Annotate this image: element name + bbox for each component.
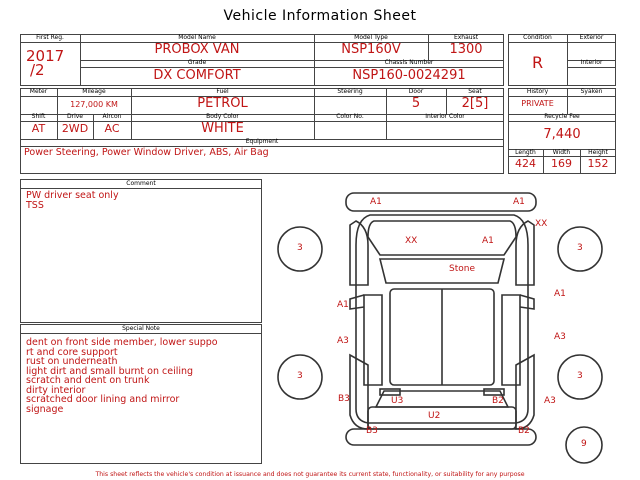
car-diagram bbox=[270, 185, 620, 467]
door-value: 5 bbox=[411, 96, 421, 111]
first-reg-label: First Reg. bbox=[36, 34, 64, 41]
mark-front-corner: XX bbox=[535, 219, 548, 229]
equipment-label: Equipment bbox=[245, 138, 279, 145]
syaken-label: Syaken bbox=[580, 88, 603, 95]
mark-tire-front-left: 3 bbox=[297, 243, 303, 253]
first-reg-year: 2017 bbox=[26, 47, 65, 65]
mark-door-left: A3 bbox=[337, 336, 349, 346]
length-value: 424 bbox=[515, 157, 536, 170]
door-label: Door bbox=[408, 88, 424, 95]
history-value: PRIVATE bbox=[521, 99, 554, 108]
comment-label: Comment bbox=[126, 180, 156, 187]
mark-tire-front-right: 3 bbox=[577, 243, 583, 253]
recycle-label: Recycle Fee bbox=[544, 113, 580, 120]
color-no-label: Color No. bbox=[336, 113, 364, 120]
seat-label: Seat bbox=[468, 88, 482, 95]
grade-label: Grade bbox=[187, 59, 207, 66]
mark-bumper-left: B3 bbox=[366, 426, 378, 436]
mark-hood-right: A1 bbox=[482, 236, 494, 246]
mark-spare: 9 bbox=[581, 439, 587, 449]
drive-value: 2WD bbox=[61, 122, 89, 135]
shift-value: AT bbox=[31, 122, 46, 135]
meter-label: Meter bbox=[29, 88, 48, 95]
first-reg-month: /2 bbox=[30, 61, 45, 79]
mark-front-right: A1 bbox=[513, 197, 525, 207]
disclaimer: This sheet reflects the vehicle's condition at issuance and does not guarantee its current state, functionality, or suitability for any purpose bbox=[95, 471, 525, 478]
history-label: History bbox=[526, 88, 549, 95]
mark-bumper-right: B2 bbox=[518, 426, 530, 436]
grade-value: DX COMFORT bbox=[153, 68, 241, 83]
width-value: 169 bbox=[551, 157, 572, 170]
mileage-value: 127,000 KM bbox=[70, 100, 118, 109]
mark-trunk-right: B2 bbox=[492, 396, 504, 406]
page-title: Vehicle Information Sheet bbox=[223, 8, 417, 24]
equipment-value: Power Steering, Power Window Driver, ABS, Air Bag bbox=[24, 147, 269, 158]
aircon-value: AC bbox=[104, 122, 120, 135]
mark-tail: U2 bbox=[428, 411, 441, 421]
chassis-label: Chassis Number bbox=[384, 59, 434, 66]
chassis-value: NSP160-0024291 bbox=[352, 68, 466, 83]
aircon-label: Aircon bbox=[102, 113, 122, 120]
mark-tire-rear-left: 3 bbox=[297, 371, 303, 381]
steering-label: Steering bbox=[337, 88, 363, 95]
model-name-label: Model Name bbox=[178, 34, 216, 41]
body-color-value: WHITE bbox=[201, 121, 244, 136]
seat-value: 2[5] bbox=[461, 96, 489, 111]
exhaust-label: Exhaust bbox=[453, 34, 479, 41]
special-note-text: dent on front side member, lower suppo rt and core support rust on underneath light dirt and small burnt on ceiling scratch and dent on trunk dirty interior scratched door lining and mirror signage bbox=[26, 337, 218, 415]
interior-label: Interior bbox=[580, 59, 603, 66]
interior-color-label: Interior Color bbox=[425, 113, 465, 120]
exterior-label: Exterior bbox=[579, 34, 604, 41]
special-note-label: Special Note bbox=[122, 325, 160, 332]
mark-trunk-left: U3 bbox=[391, 396, 404, 406]
mileage-label: Mileage bbox=[82, 88, 106, 95]
shift-label: Shift bbox=[31, 113, 46, 120]
model-type-value: NSP160V bbox=[341, 42, 401, 57]
mark-door-right: A3 bbox=[554, 332, 566, 342]
mark-tire-rear-right: 3 bbox=[577, 371, 583, 381]
width-label: Width bbox=[552, 149, 571, 156]
recycle-value: 7,440 bbox=[543, 127, 581, 142]
mark-fender-right: A1 bbox=[554, 289, 566, 299]
model-type-label: Model Type bbox=[354, 34, 388, 41]
fuel-label: Fuel bbox=[216, 88, 229, 95]
body-color-label: Body Color bbox=[206, 113, 239, 120]
condition-value: R bbox=[531, 53, 544, 72]
comment-text: PW driver seat only TSS bbox=[26, 190, 119, 211]
height-label: Height bbox=[588, 149, 608, 156]
mark-fender-left: A1 bbox=[337, 300, 349, 310]
mark-rear-right: A3 bbox=[544, 396, 556, 406]
exhaust-value: 1300 bbox=[449, 42, 483, 57]
mark-front-left: A1 bbox=[370, 197, 382, 207]
drive-label: Drive bbox=[67, 113, 83, 120]
mark-rear-left: B3 bbox=[338, 394, 350, 404]
model-name-value: PROBOX VAN bbox=[154, 42, 240, 57]
condition-label: Condition bbox=[523, 34, 552, 41]
mark-hood-left: XX bbox=[405, 236, 418, 246]
height-value: 152 bbox=[587, 157, 609, 170]
length-label: Length bbox=[515, 149, 536, 156]
fuel-value: PETROL bbox=[197, 96, 248, 111]
mark-windshield: Stone bbox=[449, 264, 475, 274]
